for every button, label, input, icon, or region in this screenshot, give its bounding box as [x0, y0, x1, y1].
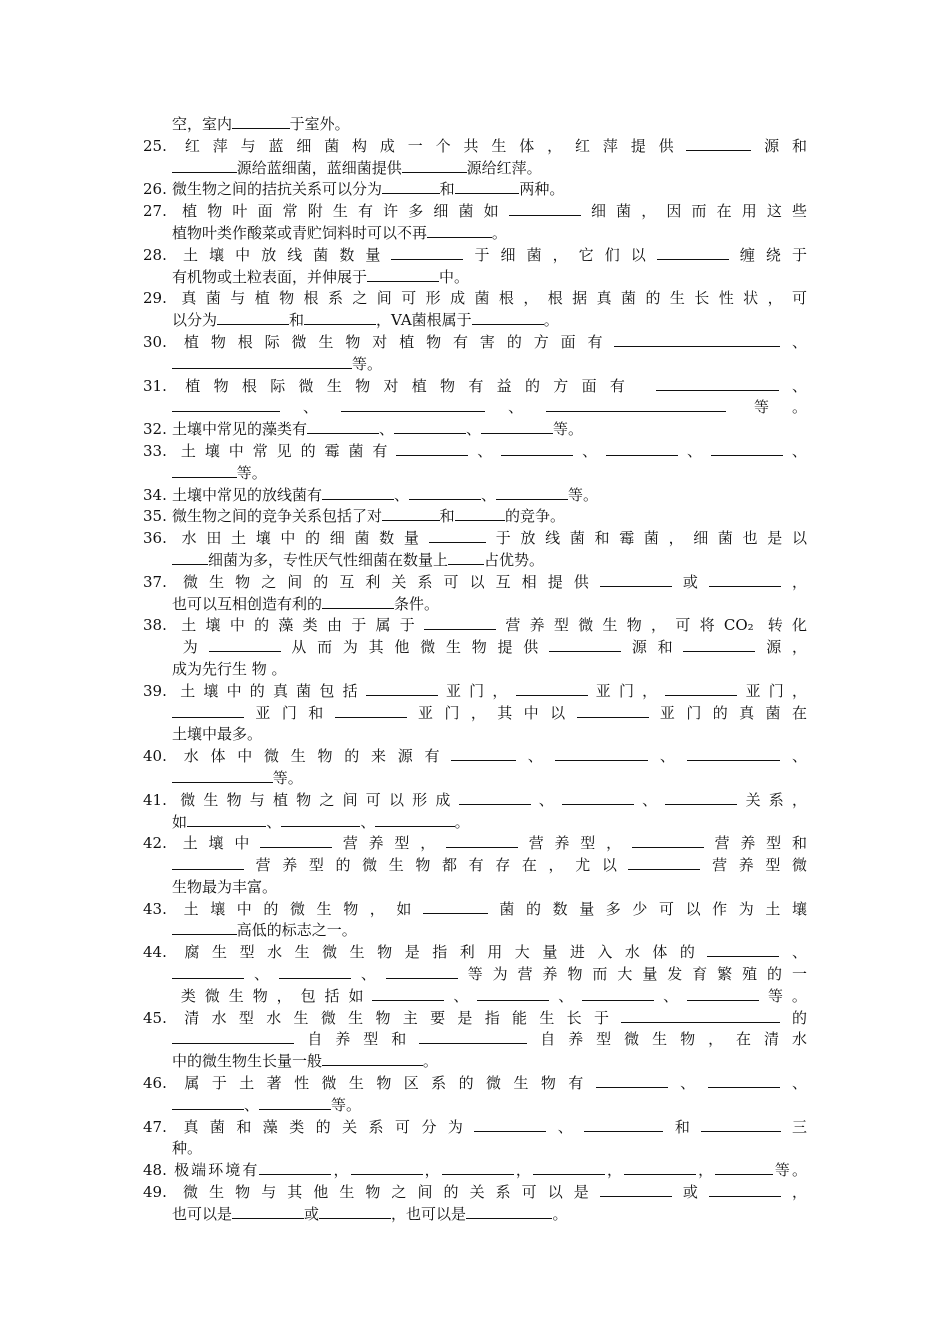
answer-blank[interactable] — [481, 420, 553, 434]
question-line — [143, 288, 807, 310]
answer-blank[interactable] — [259, 1096, 331, 1110]
answer-blank[interactable] — [687, 747, 781, 761]
question-continuation-line — [143, 703, 807, 725]
answer-blank[interactable] — [632, 834, 704, 848]
question-text: 水田土壤中的细菌数量 于放线菌和霉菌，细菌也是以 — [172, 529, 807, 548]
answer-blank[interactable] — [335, 704, 407, 718]
answer-blank[interactable] — [606, 442, 678, 456]
answer-blank[interactable] — [546, 398, 726, 412]
answer-blank[interactable] — [628, 856, 700, 870]
answer-blank[interactable] — [279, 965, 351, 979]
answer-blank[interactable] — [442, 1161, 514, 1175]
answer-blank[interactable] — [614, 333, 780, 347]
answer-blank[interactable] — [665, 791, 737, 805]
question-line — [143, 528, 807, 550]
question-line — [143, 572, 807, 594]
question-text: 植物根际微生物对植物有害的方面有 、 — [172, 332, 807, 351]
question-line — [143, 790, 807, 812]
question-text: 腐生型水生微生物是指利用大量进入水体的 、 — [172, 943, 807, 962]
question-number: 44. — [143, 943, 167, 962]
answer-blank[interactable] — [232, 1205, 304, 1219]
question-text: 营养型的微生物都有存在，尤以 营养型微 — [172, 856, 807, 874]
answer-blank[interactable] — [172, 1030, 294, 1044]
question-number: 39. — [143, 681, 167, 700]
question-continuation-line — [143, 594, 807, 616]
answer-blank[interactable] — [319, 1205, 391, 1219]
question-text: 微生物之间的拮抗关系可以分为 和 两种。 — [172, 180, 565, 199]
answer-blank[interactable] — [451, 747, 516, 761]
answer-blank[interactable] — [582, 987, 654, 1001]
answer-blank[interactable] — [172, 704, 244, 718]
question-line — [143, 681, 807, 703]
answer-blank[interactable] — [496, 486, 568, 500]
answer-blank[interactable] — [307, 420, 379, 434]
answer-blank[interactable] — [172, 856, 244, 870]
question-text: 土壤中常见的放线菌有 、 、 等。 — [172, 485, 599, 504]
question-text: 高低的标志之一。 — [172, 921, 357, 939]
question-text: 红萍与蓝细菌构成一个共生体，红萍提供 源和 — [172, 136, 807, 155]
answer-blank[interactable] — [424, 616, 496, 630]
answer-blank[interactable] — [304, 311, 376, 325]
answer-blank[interactable] — [577, 704, 649, 718]
answer-blank[interactable] — [446, 834, 518, 848]
question-continuation-line — [143, 877, 807, 899]
question-text: 中的微生物生长量一般 。 — [172, 1052, 438, 1071]
question-number: 26. — [143, 180, 167, 199]
question-text: 源给蓝细菌，蓝细菌提供 源给红萍。 — [172, 159, 542, 177]
question-continuation-line — [143, 812, 807, 834]
question-text: 也可以互相创造有利的 条件。 — [172, 594, 440, 613]
question-continuation-line — [143, 223, 807, 245]
question-text: 如 、 、 。 — [172, 812, 470, 831]
question-number: 41. — [143, 790, 167, 809]
answer-blank[interactable] — [686, 137, 751, 151]
question-line — [143, 1117, 807, 1139]
question-text: 、 、 等。 — [172, 398, 807, 416]
answer-blank[interactable] — [217, 311, 289, 325]
answer-blank[interactable] — [549, 638, 621, 652]
answer-blank[interactable] — [232, 115, 290, 129]
answer-blank[interactable] — [322, 486, 394, 500]
answer-blank[interactable] — [429, 529, 487, 543]
question-line — [143, 419, 807, 441]
answer-blank[interactable] — [409, 486, 481, 500]
answer-blank[interactable] — [555, 747, 649, 761]
question-continuation-line — [143, 1029, 807, 1051]
answer-blank[interactable] — [656, 377, 778, 391]
question-number: 49. — [143, 1183, 167, 1202]
question-text: 为 从而为其他微生物提供 源和 源， — [172, 638, 807, 657]
answer-blank[interactable] — [259, 1161, 331, 1175]
question-text: 等。 — [172, 355, 382, 373]
question-text: 清水型水生微生物主要是指能生长于 的 — [172, 1008, 807, 1027]
question-text: 植物叶面常附生有许多细菌如 细菌，因而在用这些 — [172, 202, 807, 221]
answer-blank[interactable] — [533, 1161, 605, 1175]
question-text: 土壤中 营养型， 营养型， 营养型和 — [172, 834, 807, 853]
question-line — [143, 615, 807, 637]
question-line — [143, 1073, 807, 1095]
question-text: 微生物之间的竞争关系包括了对 和 的竞争。 — [172, 507, 566, 526]
question-text: 有机物或土粒表面，并伸展于 中。 — [172, 267, 470, 286]
question-number: 30. — [143, 332, 167, 351]
question-continuation-line — [143, 397, 807, 419]
answer-blank[interactable] — [455, 507, 505, 521]
answer-blank[interactable] — [600, 1183, 672, 1197]
question-line — [143, 506, 807, 528]
answer-blank[interactable] — [172, 355, 352, 369]
question-text: 土壤中的微生物，如 菌的数量多少可以作为土壤 — [172, 899, 807, 918]
question-text: 以分为 和 ，VA菌根属于 。 — [172, 311, 559, 330]
question-line — [143, 179, 807, 201]
question-number: 28. — [143, 245, 167, 264]
question-line — [143, 485, 807, 507]
answer-blank[interactable] — [375, 813, 454, 827]
answer-blank[interactable] — [366, 682, 438, 696]
question-text: 等。 — [172, 464, 267, 482]
question-text: 种。 — [172, 1139, 203, 1158]
question-text: 生物最为丰富。 — [172, 877, 278, 896]
answer-blank[interactable] — [584, 1118, 663, 1132]
question-number: 27. — [143, 202, 167, 221]
question-continuation-line — [143, 114, 807, 136]
answer-blank[interactable] — [472, 311, 544, 325]
answer-blank[interactable] — [322, 595, 394, 609]
question-text: 属于土著性微生物区系的微生物有 、 、 — [172, 1074, 807, 1093]
question-line — [143, 332, 807, 354]
answer-blank[interactable] — [419, 1030, 527, 1044]
answer-blank[interactable] — [501, 442, 573, 456]
question-line — [143, 201, 807, 223]
answer-blank[interactable] — [711, 442, 783, 456]
question-line — [143, 942, 807, 964]
answer-blank[interactable] — [172, 551, 208, 565]
question-text: 空，室内 于室外。 — [172, 115, 350, 133]
answer-blank[interactable] — [516, 682, 588, 696]
answer-blank[interactable] — [386, 965, 458, 979]
answer-blank[interactable] — [391, 246, 463, 260]
answer-blank[interactable] — [172, 965, 244, 979]
answer-blank[interactable] — [624, 1161, 696, 1175]
answer-blank[interactable] — [281, 813, 360, 827]
question-line — [143, 1182, 807, 1204]
answer-blank[interactable] — [709, 1183, 781, 1197]
answer-blank[interactable] — [474, 1118, 546, 1132]
question-text: 亚门和 亚门，其中以 亚门的真菌在 — [172, 704, 807, 722]
answer-blank[interactable] — [466, 1205, 552, 1219]
answer-blank[interactable] — [341, 398, 485, 412]
question-line — [143, 1008, 807, 1030]
question-number: 36. — [143, 529, 167, 548]
answer-blank[interactable] — [600, 573, 672, 587]
question-text: 真菌和藻类的关系可分为 、 和 三 — [172, 1117, 807, 1136]
answer-blank[interactable] — [260, 834, 332, 848]
question-continuation-line — [143, 550, 807, 572]
question-text: 水体中微生物的来源有 、 、 、 — [172, 747, 807, 766]
question-text: 植物根际微生物对植物有益的方面有 、 — [172, 376, 807, 395]
question-text: 土壤中的藻类由于属于 营养型微生物，可将CO₂ 转化 — [172, 616, 807, 635]
question-continuation-line — [143, 637, 807, 659]
answer-blank[interactable] — [621, 1009, 779, 1023]
question-number: 48. — [143, 1161, 167, 1180]
question-text: 微生物之间的互利关系可以互相提供 或 ， — [172, 572, 807, 591]
question-text: 极端环境有 ， ， ， ， ， 等。 — [172, 1161, 807, 1180]
question-line — [143, 136, 807, 158]
question-text: 微生物与其他生物之间的关系可以是 或 ， — [172, 1183, 807, 1202]
answer-blank[interactable] — [509, 202, 581, 216]
question-number: 47. — [143, 1117, 167, 1136]
question-text: 类微生物，包括如 、 、 、 等。 — [172, 986, 807, 1005]
question-continuation-line — [143, 1204, 807, 1226]
question-number: 29. — [143, 289, 167, 308]
question-continuation-line — [143, 724, 807, 746]
question-continuation-line — [143, 354, 807, 376]
answer-blank[interactable] — [396, 442, 468, 456]
answer-blank[interactable] — [708, 1074, 780, 1088]
answer-blank[interactable] — [455, 180, 520, 194]
question-text: 真菌与植物根系之间可形成菌根，根据真菌的生长性状，可 — [172, 289, 807, 308]
question-line — [143, 899, 807, 921]
answer-blank[interactable] — [172, 1096, 244, 1110]
answer-blank[interactable] — [477, 987, 549, 1001]
question-continuation-line — [143, 1095, 807, 1117]
question-continuation-line — [143, 310, 807, 332]
answer-blank[interactable] — [423, 900, 488, 914]
answer-blank[interactable] — [562, 791, 634, 805]
answer-blank[interactable] — [382, 507, 440, 521]
question-number: 40. — [143, 747, 167, 766]
question-continuation-line — [143, 855, 807, 877]
answer-blank[interactable] — [448, 551, 484, 565]
question-number: 45. — [143, 1008, 167, 1027]
answer-blank[interactable] — [394, 420, 466, 434]
question-text: 土壤中放线菌数量 于细菌，它们以 缠绕于 — [172, 245, 807, 264]
answer-blank[interactable] — [367, 268, 439, 282]
question-text: 、 等。 — [172, 1096, 361, 1114]
question-continuation-line — [143, 267, 807, 289]
question-number: 33. — [143, 441, 167, 460]
document-body — [143, 114, 807, 1226]
question-text: 土壤中常见的藻类有 、 、 等。 — [172, 420, 584, 439]
question-line — [143, 833, 807, 855]
answer-blank[interactable] — [187, 813, 266, 827]
question-text: 成为先行生 物 。 — [172, 659, 287, 678]
question-continuation-line — [143, 986, 807, 1008]
answer-blank[interactable] — [172, 464, 237, 478]
answer-blank[interactable] — [657, 246, 729, 260]
question-number: 43. — [143, 899, 167, 918]
answer-blank[interactable] — [596, 1074, 668, 1088]
question-number: 37. — [143, 572, 167, 591]
question-text: 土壤中的真菌包括 亚门， 亚门， 亚门， — [172, 681, 807, 700]
answer-blank[interactable] — [209, 638, 281, 652]
question-continuation-line — [143, 1051, 807, 1073]
answer-blank[interactable] — [351, 1161, 423, 1175]
question-continuation-line — [143, 1138, 807, 1160]
question-continuation-line — [143, 920, 807, 942]
answer-blank[interactable] — [459, 791, 531, 805]
answer-blank[interactable] — [172, 769, 273, 783]
question-number: 46. — [143, 1074, 167, 1093]
answer-blank[interactable] — [683, 638, 755, 652]
question-text: 也可以是 或 ，也可以是 。 — [172, 1204, 568, 1223]
question-line — [143, 376, 807, 398]
question-line — [143, 441, 807, 463]
question-number: 35. — [143, 507, 167, 526]
question-text: 土壤中常见的霉菌有 、 、 、 、 — [172, 441, 807, 460]
answer-blank[interactable] — [707, 943, 779, 957]
question-line — [143, 1160, 807, 1182]
question-continuation-line — [143, 158, 807, 180]
question-number: 34. — [143, 485, 167, 504]
answer-blank[interactable] — [172, 159, 237, 173]
question-continuation-line — [143, 964, 807, 986]
question-number: 25. — [143, 136, 167, 155]
question-number: 31. — [143, 376, 167, 395]
answer-blank[interactable] — [709, 573, 781, 587]
question-number: 32. — [143, 420, 167, 439]
question-text: 微生物与植物之间可以形成 、 、 关系， — [172, 790, 807, 809]
answer-blank[interactable] — [715, 1161, 773, 1175]
question-number: 42. — [143, 834, 167, 853]
question-text: 细菌为多，专性厌气性细菌在数量上 占优势。 — [172, 551, 544, 569]
answer-blank[interactable] — [701, 1118, 780, 1132]
answer-blank[interactable] — [665, 682, 737, 696]
question-continuation-line — [143, 768, 807, 790]
answer-blank[interactable] — [402, 159, 467, 173]
question-continuation-line — [143, 659, 807, 681]
question-number: 38. — [143, 616, 167, 635]
question-text: 植物叶类作酸菜或青贮饲料时可以不再 。 — [172, 223, 507, 242]
question-text: 土壤中最多。 — [172, 725, 263, 744]
answer-blank[interactable] — [427, 224, 492, 238]
answer-blank[interactable] — [687, 987, 759, 1001]
question-text: 、 、 等为营养物而大量发育繁殖的一 — [172, 965, 807, 983]
question-line — [143, 746, 807, 768]
question-text: 自养型和 自养型微生物，在清水 — [172, 1030, 807, 1048]
answer-blank[interactable] — [372, 987, 444, 1001]
answer-blank[interactable] — [322, 1052, 423, 1066]
answer-blank[interactable] — [172, 398, 280, 412]
answer-blank[interactable] — [172, 921, 237, 935]
question-text: 等。 — [172, 769, 303, 787]
question-line — [143, 245, 807, 267]
question-continuation-line — [143, 463, 807, 485]
answer-blank[interactable] — [382, 180, 440, 194]
